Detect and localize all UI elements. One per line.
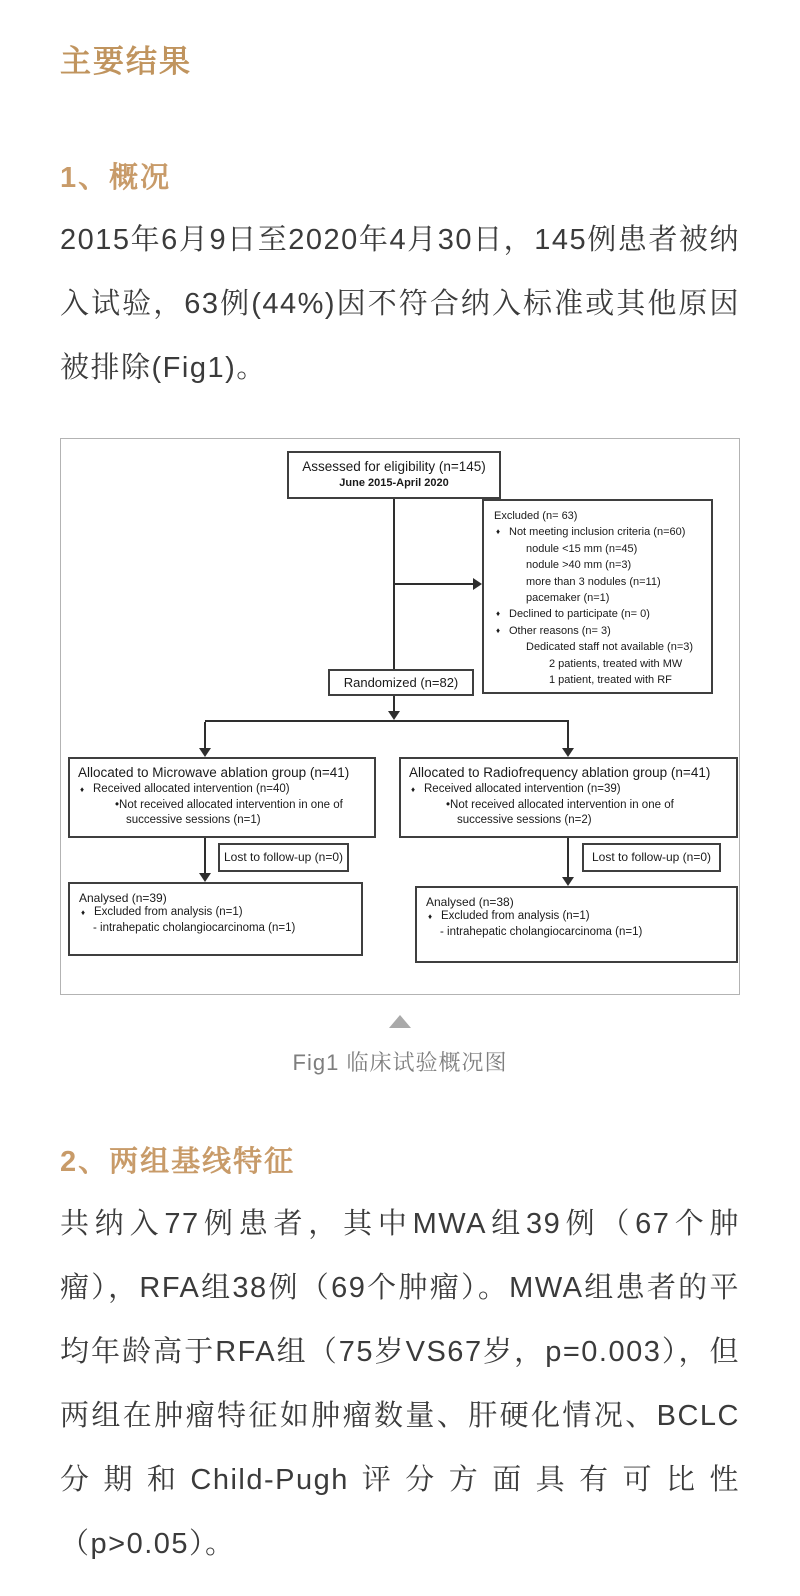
rfa-excluded-analysis: ♦ Excluded from analysis (n=1) [426,909,730,925]
rfa-allocation-box [399,757,738,838]
mwa-exclusion-reason: - intrahepatic cholangiocarcinoma (n=1) [93,921,296,934]
excluded-title: Excluded (n= 63) [494,510,578,522]
arrowhead-down-icon [562,877,574,886]
connector-right-branch [567,722,569,749]
section-2-heading: 2、两组基线特征 [60,1146,296,1178]
mwa-not-received: • Not received allocated intervention in one of successive sessions (n=1) [78,798,368,829]
assessed-box [287,451,501,499]
connector-to-excluded [394,583,474,585]
consort-flow-diagram [60,438,740,995]
connector-mwa-to-analysed [204,838,206,875]
excluded-item: Dedicated staff not available (n=3) [526,641,694,654]
mwa-received: ♦ Received allocated intervention (n=40) [78,782,368,798]
excluded-item: pacemaker (n=1) [526,592,610,605]
figure-caption: Fig1 临床试验概况图 [292,1050,508,1075]
mwa-analysed-title: Analysed (n=39) [79,891,167,905]
collapse-figure-icon[interactable] [389,1015,411,1028]
excluded-item: nodule <15 mm (n=45) [526,542,638,555]
connector-rfa-to-analysed [567,838,569,879]
section-1-heading: 1、概况 [60,162,172,194]
mwa-excluded-analysis: ♦ Excluded from analysis (n=1) [79,905,355,921]
arrowhead-down-icon [388,711,400,720]
rfa-analysed-box [415,886,738,963]
section-1-paragraph: 2015年6月9日至2020年4月30日，145例患者被纳入试验，63例(44%)因不符合纳入标准或其他原因被排除(Fig1)。 [60,224,740,384]
excluded-item: 1 patient, treated with RF [549,674,672,687]
rfa-lost-box: Lost to follow-up (n=0) [582,843,721,872]
mwa-allocation-title: Allocated to Microwave ablation group (n=41) [78,765,350,780]
excluded-item: 2 patients, treated with MW [549,657,683,670]
arrowhead-right-icon [473,578,482,590]
assessed-dates: June 2015-April 2020 [339,477,449,489]
rfa-analysed-title: Analysed (n=38) [426,895,514,909]
rfa-exclusion-reason: - intrahepatic cholangiocarcinoma (n=1) [440,925,643,938]
connector-left-branch [204,722,206,749]
randomized-box: Randomized (n=82) [328,669,474,696]
rfa-received: ♦ Received allocated intervention (n=39) [409,782,730,798]
excluded-item: ♦ Not meeting inclusion criteria (n=60) [494,524,705,540]
excluded-item: ♦ Other reasons (n= 3) [494,623,705,639]
mwa-allocation-box [68,757,376,838]
connector-split [205,720,569,722]
page-title: 主要结果 [60,44,192,80]
arrowhead-down-icon [562,748,574,757]
excluded-item: nodule >40 mm (n=3) [526,559,632,572]
excluded-item: more than 3 nodules (n=11) [526,575,661,588]
excluded-item: ♦ Declined to participate (n= 0) [494,606,705,622]
arrowhead-down-icon [199,873,211,882]
rfa-not-received: • Not received allocated intervention in one of successive sessions (n=2) [409,798,730,829]
mwa-analysed-box [68,882,363,956]
arrowhead-down-icon [199,748,211,757]
assessed-title: Assessed for eligibility (n=145) [302,459,486,474]
excluded-box [482,499,713,694]
section-2-paragraph: 共纳入77例患者，其中MWA组39例（67个肿瘤），RFA组38例（69个肿瘤）。MWA组患者的平均年龄高于RFA组（75岁VS67岁，p=0.003），但两组在肿瘤特征如肿瘤数量、肝硬化情况、BCLC分期和Child-Pugh评分方面具有可比性（p>0.05）。 [60,1208,740,1560]
rfa-allocation-title: Allocated to Radiofrequency ablation group (n=41) [409,765,711,780]
mwa-lost-box: Lost to follow-up (n=0) [218,843,349,872]
